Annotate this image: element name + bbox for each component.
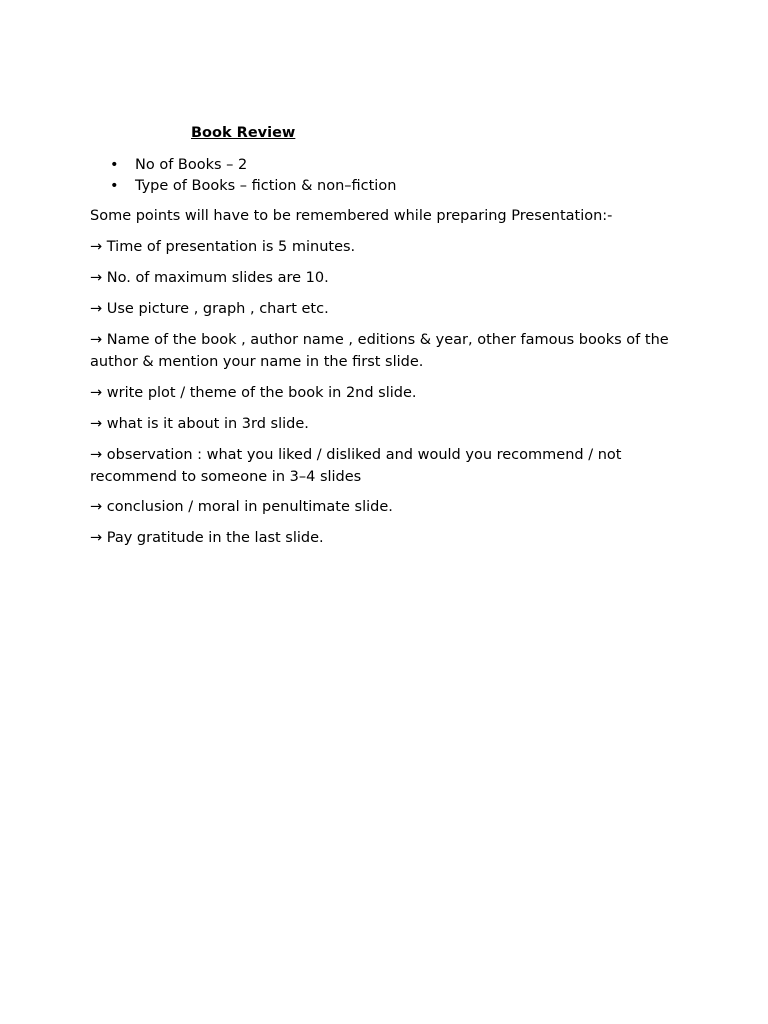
point-visuals: → Use picture , graph , chart etc. — [90, 301, 329, 317]
document-title: Book Review — [191, 125, 296, 141]
bullet-item — [90, 155, 396, 176]
bullet-text: No of Books – 2 — [135, 157, 248, 173]
bullet-item — [90, 176, 396, 197]
bullet-dot-icon: • — [110, 178, 119, 194]
point-second-slide: → write plot / theme of the book in 2nd slide. — [90, 385, 417, 401]
point-time: → Time of presentation is 5 minutes. — [90, 239, 356, 255]
bullet-list — [90, 155, 396, 197]
point-first-slide: → Name of the book , author name , editions & year, other famous books of the author & mention your name in the first slide. — [90, 332, 669, 370]
bullet-dot-icon: • — [110, 157, 119, 173]
point-conclusion: → conclusion / moral in penultimate slide. — [90, 499, 393, 515]
point-gratitude: → Pay gratitude in the last slide. — [90, 530, 324, 546]
point-third-slide: → what is it about in 3rd slide. — [90, 416, 309, 432]
point-observation: → observation : what you liked / disliked and would you recommend / not recommend to someone in 3–4 slides — [90, 447, 622, 485]
intro-paragraph: Some points will have to be remembered while preparing Presentation:- — [90, 208, 613, 224]
point-slides: → No. of maximum slides are 10. — [90, 270, 329, 286]
bullet-text: Type of Books – fiction & non–fiction — [135, 178, 397, 194]
